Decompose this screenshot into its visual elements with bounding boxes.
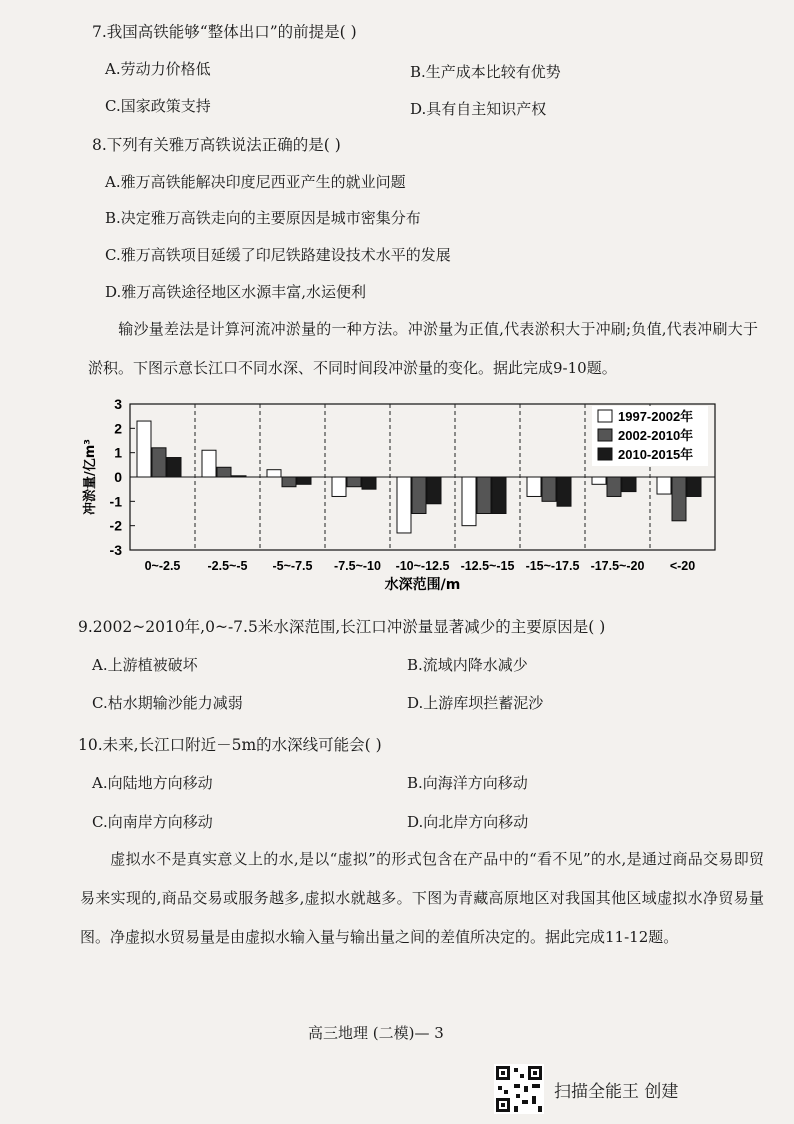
scanner-label: 扫描全能王 创建 [554,1081,679,1102]
x-tick-label: 0~-2.5 [144,559,181,573]
bar-0-8 [657,477,671,494]
x-tick-label: -12.5~-15 [460,559,515,573]
legend-label: 1997-2002年 [618,409,694,424]
q9-option-b: B.流域内降水减少 [407,656,528,674]
bar-1-0 [152,448,166,477]
q10-option-d: D.向北岸方向移动 [407,813,529,831]
x-tick-label: -5~-7.5 [272,559,313,573]
x-tick-label: -10~-12.5 [395,559,450,573]
bar-2-7 [622,477,636,492]
bar-2-3 [362,477,376,489]
bar-1-5 [477,477,491,514]
x-axis-label: 水深范围/m [384,577,461,592]
sediment-bar-chart [70,392,730,592]
q9-option-c: C.枯水期输沙能力减弱 [92,694,243,712]
bar-1-6 [542,477,556,501]
q9-option-a: A.上游植被破坏 [92,656,198,674]
x-tick-label: -7.5~-10 [334,559,381,573]
y-tick-label: 0 [114,469,122,485]
bar-1-2 [282,477,296,487]
q8-stem: 8.下列有关雅万高铁说法正确的是( ) [92,136,341,154]
bar-2-4 [427,477,441,504]
bar-0-0 [137,421,151,477]
legend-swatch [598,410,612,422]
bar-1-1 [217,467,231,477]
q10-stem: 10.未来,长江口附近－5m的水深线可能会( ) [78,736,382,754]
bar-1-3 [347,477,361,487]
bar-0-4 [397,477,411,533]
y-tick-label: 3 [114,396,122,412]
passage-sediment [88,310,758,388]
y-axis-label: 冲淤量/亿m³ [83,439,98,515]
bar-0-2 [267,470,281,477]
bar-0-3 [332,477,346,496]
q9-stem: 9.2002~2010年,0~-7.5米水深范围,长江口冲淤量显著减少的主要原因是( ) [78,618,606,636]
scanner-watermark [494,1064,678,1114]
q7-option-d: D.具有自主知识产权 [410,100,547,118]
q8-option-b: B.决定雅万高铁走向的主要原因是城市密集分布 [105,209,421,227]
qr-code-icon [494,1064,544,1114]
q7-option-c: C.国家政策支持 [105,97,211,115]
passage-sediment-text: 输沙量差法是计算河流冲淤量的一种方法。冲淤量为正值,代表淤积大于冲刷;负值,代表冲刷大于淤积。下图示意长江口不同水深、不同时间段冲淤量的变化。据此完成9-10题。 [88,320,758,377]
q8-option-d: D.雅万高铁途径地区水源丰富,水运便利 [105,283,367,301]
legend-label: 2002-2010年 [618,428,694,443]
bar-0-6 [527,477,541,496]
x-tick-label: -2.5~-5 [207,559,248,573]
y-tick-label: 1 [114,444,122,461]
x-tick-label: -17.5~-20 [590,559,645,573]
bar-0-5 [462,477,476,526]
passage-virtual-water-text: 虚拟水不是真实意义上的水,是以“虚拟”的形式包含在产品中的“看不见”的水,是通过商品交易即贸易来实现的,商品交易或服务越多,虚拟水就越多。下图为青藏高原地区对我国其他区域虚拟水净贸易量图。净虚拟水贸易量是由虚拟水输入量与输出量之间的差值所决定的。据此完成11-12题。 [80,850,764,946]
bar-0-7 [592,477,606,484]
bar-2-6 [557,477,571,506]
q10-option-a: A.向陆地方向移动 [92,774,213,792]
bar-1-4 [412,477,426,514]
bar-2-2 [297,477,311,484]
q10-option-b: B.向海洋方向移动 [407,774,528,792]
bar-2-5 [492,477,506,514]
bar-1-8 [672,477,686,521]
y-tick-label: -3 [109,542,122,558]
legend-swatch [598,448,612,460]
bar-2-8 [687,477,701,496]
bar-2-1 [232,476,246,477]
q8-option-a: A.雅万高铁能解决印度尼西亚产生的就业问题 [105,173,406,191]
q9-option-d: D.上游库坝拦蓄泥沙 [407,694,544,712]
bar-2-0 [167,458,181,477]
legend-swatch [598,429,612,441]
q7-option-b: B.生产成本比较有优势 [410,63,561,81]
page-footer: 高三地理 (二模)— 3 [308,1024,444,1042]
x-tick-label: -15~-17.5 [525,559,580,573]
y-tick-label: 2 [114,420,122,437]
bar-0-1 [202,450,216,477]
x-tick-label: <-20 [669,559,696,573]
q10-option-c: C.向南岸方向移动 [92,813,213,831]
q7-option-a: A.劳动力价格低 [105,60,211,78]
q8-option-c: C.雅万高铁项目延缓了印尼铁路建设技术水平的发展 [105,246,451,264]
q7-stem: 7.我国高铁能够“整体出口”的前提是( ) [92,23,357,41]
y-tick-label: -1 [109,493,122,510]
y-tick-label: -2 [109,517,122,534]
bar-1-7 [607,477,621,496]
passage-virtual-water [80,840,764,957]
legend-label: 2010-2015年 [618,447,694,462]
